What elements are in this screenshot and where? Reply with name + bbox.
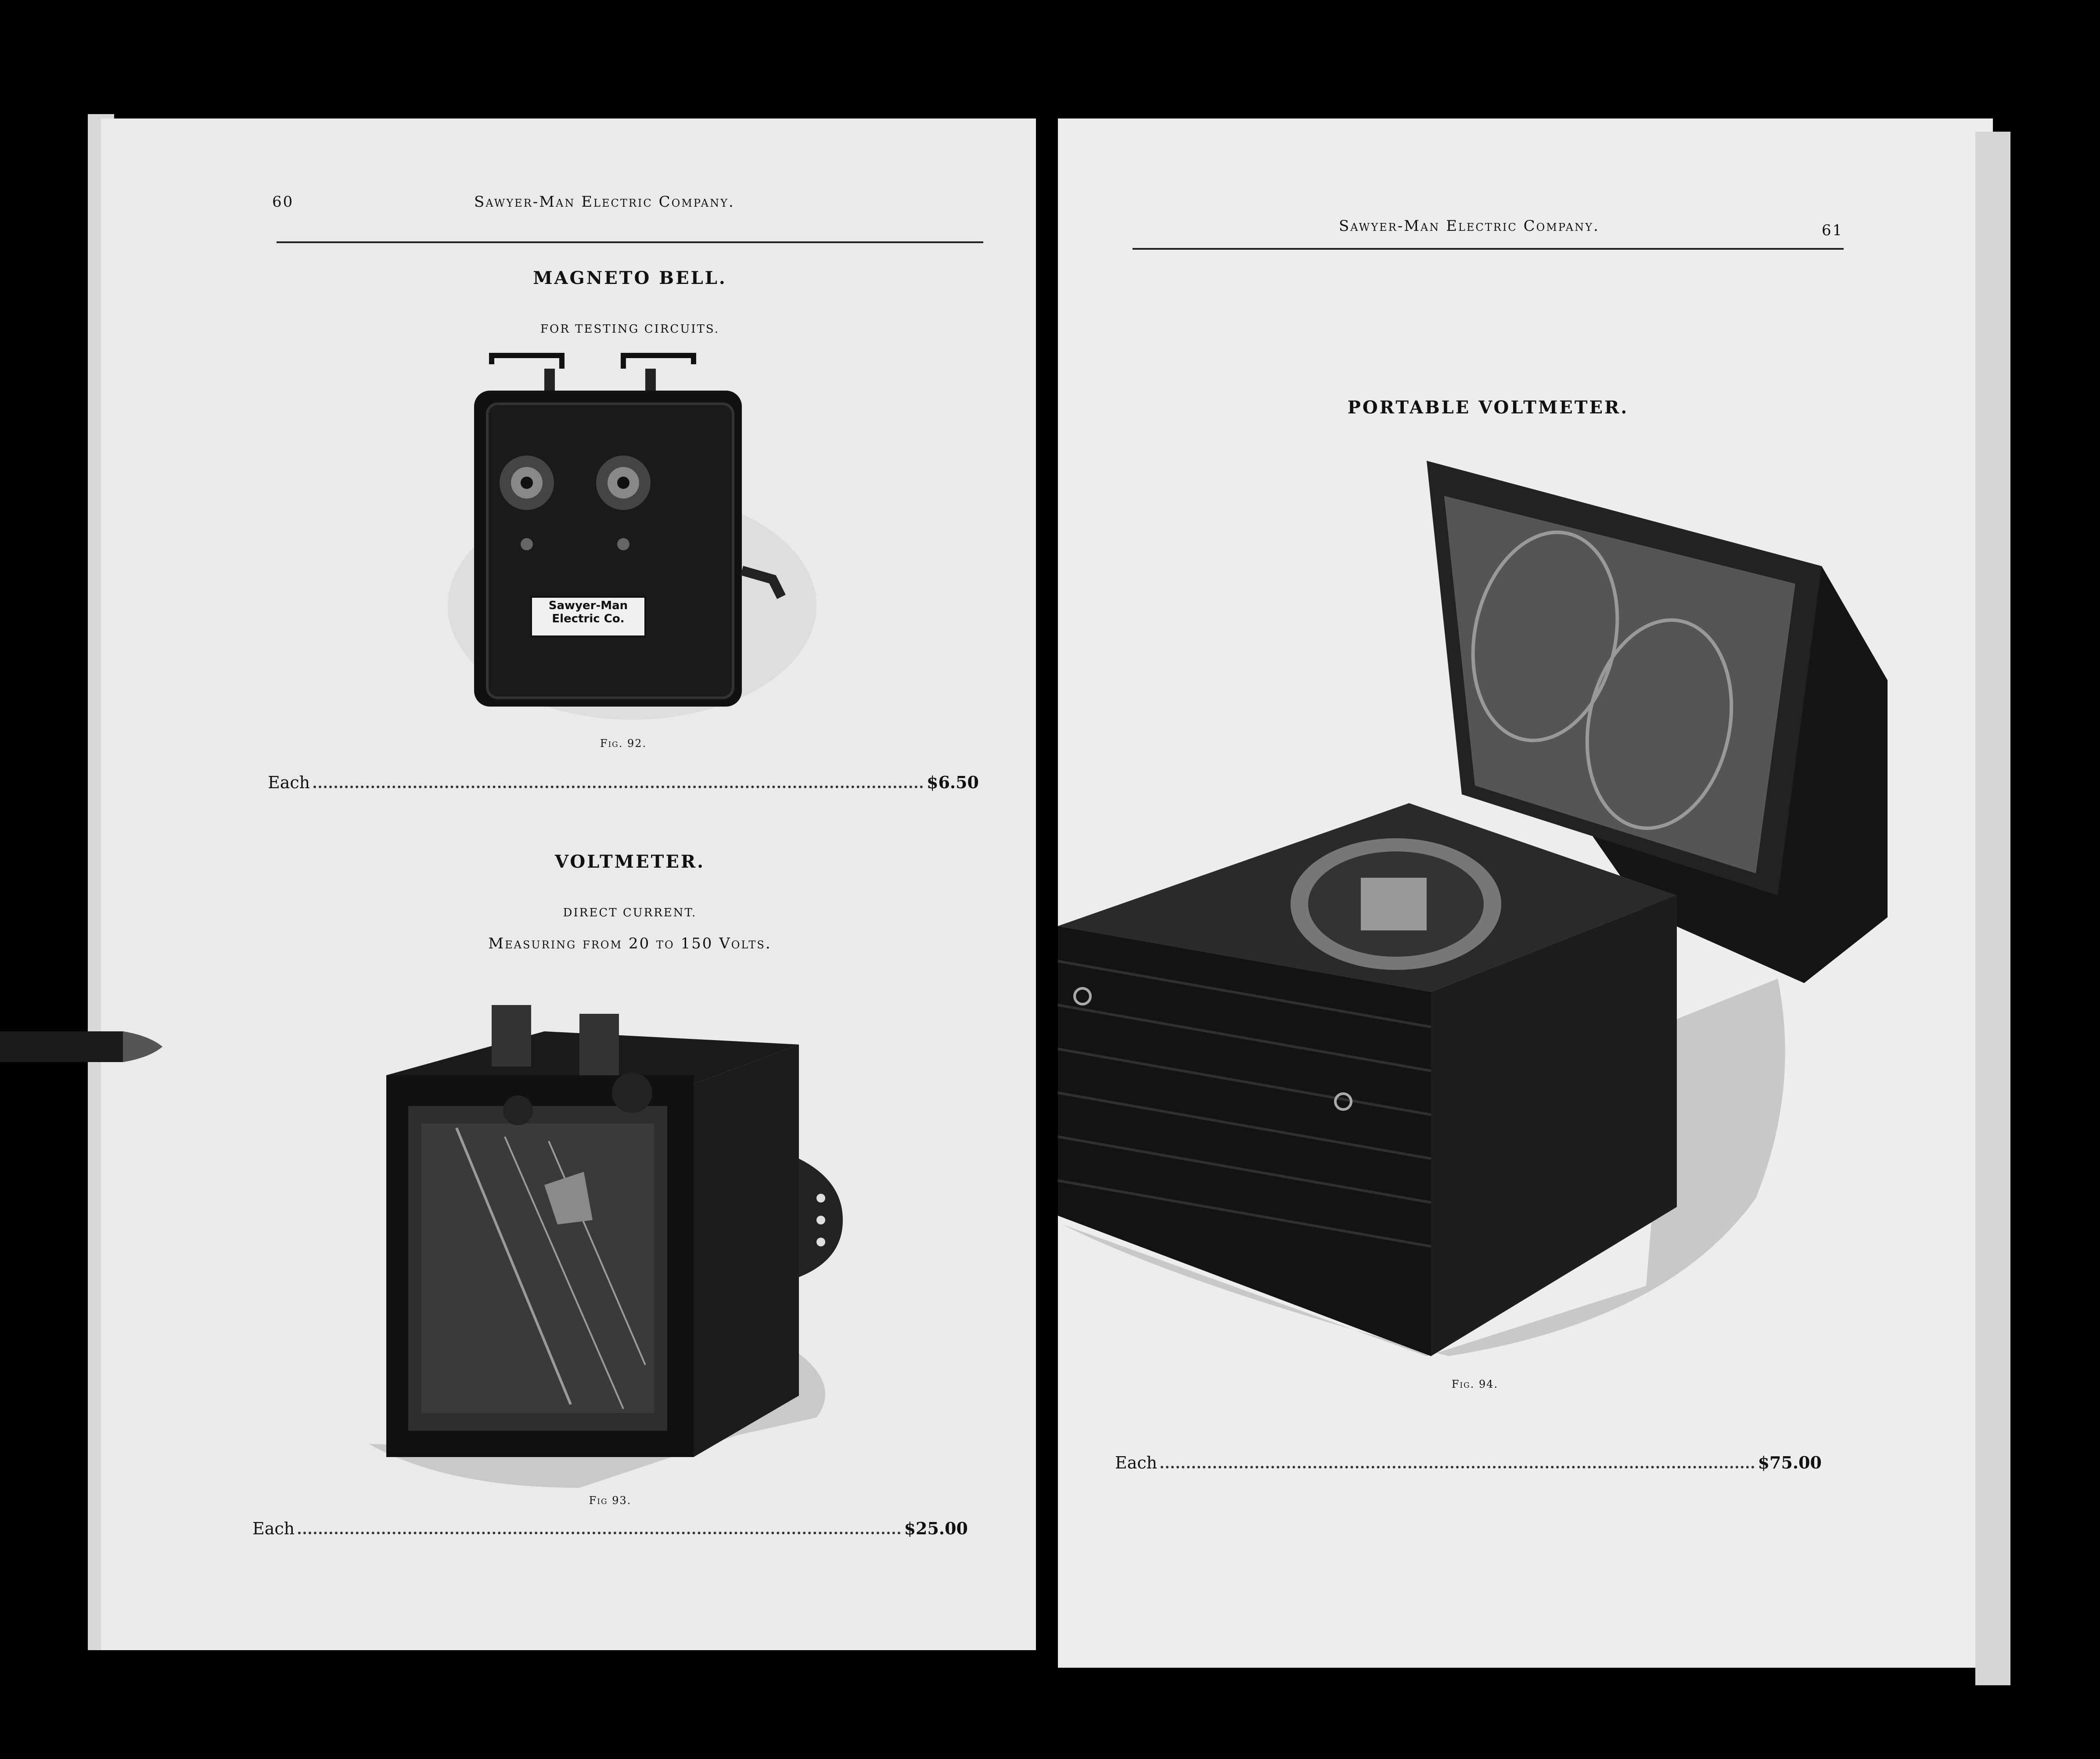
fig-94-caption: Fig. 94. (1451, 1378, 1499, 1390)
right-running-head: Sawyer-Man Electric Company. (1339, 217, 1600, 235)
portable-voltmeter-price: $75.00 (1758, 1453, 1822, 1472)
fig-93-caption: Fig 93. (589, 1494, 632, 1507)
magneto-bell-each-label: Each (268, 773, 310, 792)
leader-dots (298, 1532, 900, 1534)
pencil-icon (0, 1023, 162, 1071)
right-header-rule (1133, 248, 1844, 250)
portable-voltmeter-price-line (1115, 1453, 1822, 1473)
label-plate-line-1: Sawyer-Man (548, 599, 628, 612)
label-plate (533, 599, 643, 625)
leader-dots (1161, 1466, 1754, 1468)
voltmeter-price-line (252, 1518, 968, 1539)
voltmeter-subtitle: DIRECT CURRENT. (563, 906, 697, 919)
left-page-number: 60 (272, 193, 294, 211)
magneto-bell-illustration (439, 351, 825, 737)
magneto-bell-price: $6.50 (927, 772, 979, 792)
portable-voltmeter-title: PORTABLE VOLTMETER. (1347, 397, 1629, 418)
right-page-number: 61 (1822, 222, 1844, 239)
magneto-bell-price-line (268, 772, 979, 793)
right-page-edge (1975, 132, 2010, 1685)
voltmeter-price: $25.00 (904, 1518, 968, 1538)
portable-voltmeter-illustration (1054, 452, 1901, 1361)
fig-92-caption: Fig. 92. (600, 737, 647, 750)
voltmeter-range: Measuring from 20 to 150 Volts. (488, 935, 772, 952)
voltmeter-each-label: Each (252, 1519, 295, 1538)
voltmeter-illustration (360, 970, 865, 1492)
left-header-rule (277, 241, 983, 243)
label-plate-line-2: Electric Co. (552, 612, 625, 625)
portable-voltmeter-each-label: Each (1115, 1453, 1158, 1472)
magneto-bell-subtitle: FOR TESTING CIRCUITS. (540, 323, 720, 336)
leader-dots (313, 786, 923, 788)
magneto-bell-title: MAGNETO BELL. (533, 268, 727, 288)
voltmeter-title: VOLTMETER. (555, 851, 705, 872)
left-running-head: Sawyer-Man Electric Company. (474, 193, 735, 211)
